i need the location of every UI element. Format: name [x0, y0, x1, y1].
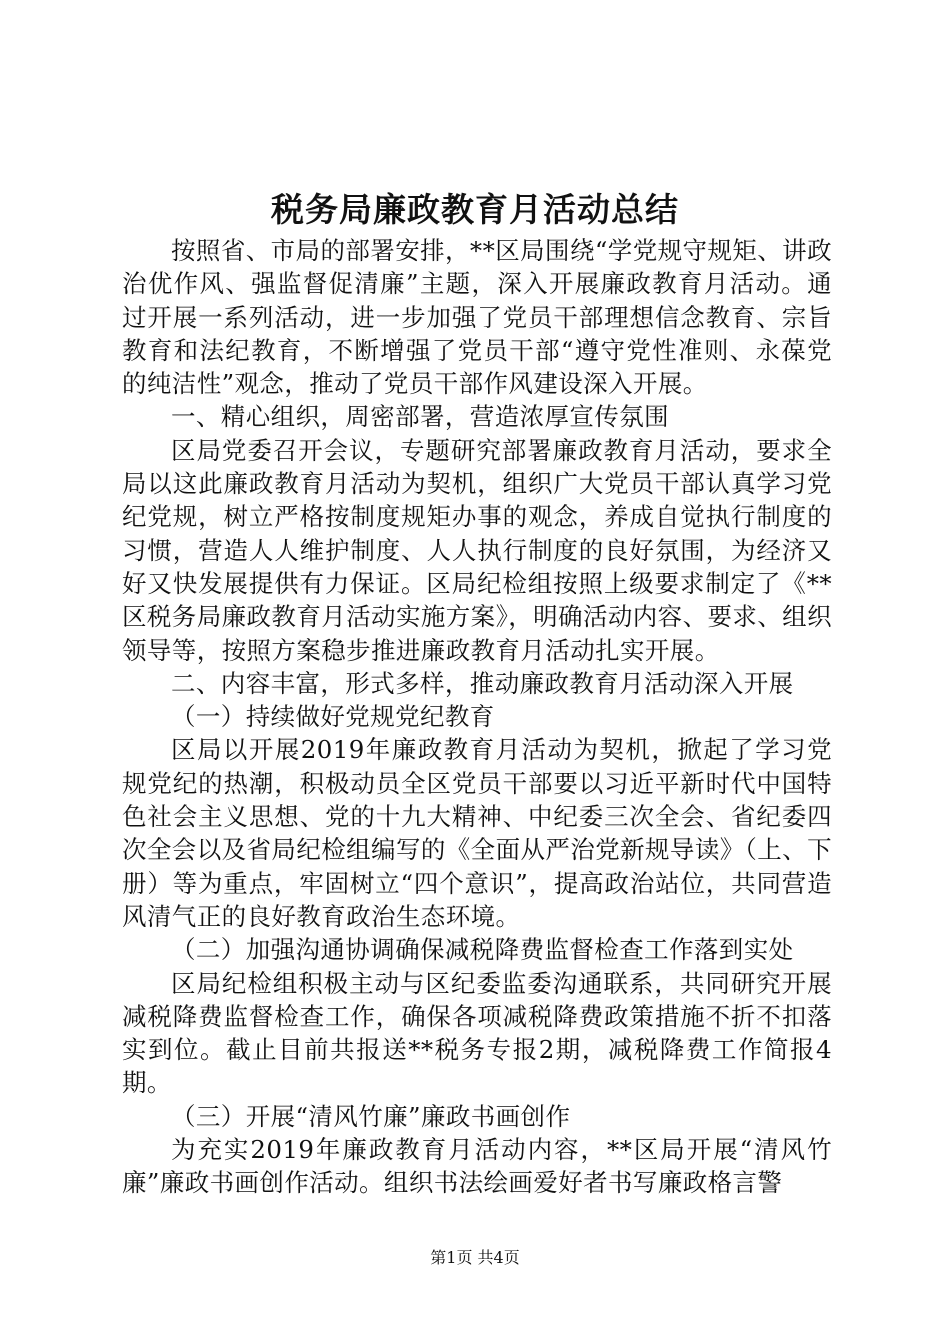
subsection-heading-2: （二）加强沟通协调确保减税降费监督检查工作落到实处 [171, 935, 794, 965]
section-heading-1: 一、精心组织，周密部署，营造浓厚宣传氛围 [171, 402, 669, 432]
subsection-2-paragraph: 区局纪检组积极主动与区纪委监委沟通联系，共同研究开展减税降费监督检查工作，确保各项减税降费政策措施不折不扣落实到位。截止目前共报送**税务专报2期，减税降费工作简报4期。 [122, 968, 832, 1098]
page-number-footer: 第1页 共4页 [430, 1248, 520, 1267]
subsection-1-paragraph: 区局以开展2019年廉政教育月活动为契机，掀起了学习党规党纪的热潮，积极动员全区党员干部要以习近平新时代中国特色社会主义思想、党的十九大精神、中纪委三次全会、省纪委四次全会以及省局纪检组编写的《全面从严治党新规导读》（上、下册）等为重点，牢固树立“四个意识”，提高政治站位，共同营造风清气正的良好教育政治生态环境。 [122, 735, 832, 931]
subsection-heading-3: （三）开展“清风竹廉”廉政书画创作 [171, 1101, 571, 1131]
document-title: 税务局廉政教育月活动总结 [271, 190, 679, 229]
intro-paragraph: 按照省、市局的部署安排，**区局围绕“学党规守规矩、讲政治优作风、强监督促清廉”主题，深入开展廉政教育月活动。通过开展一系列活动，进一步加强了党员干部理想信念教育、宗旨教育和法纪教育，不断增强了党员干部“遵守党性准则、永葆党的纯洁性”观念，推动了党员干部作风建设深入开展。 [122, 236, 832, 399]
subsection-heading-1: （一）持续做好党规党纪教育 [171, 702, 495, 732]
section-heading-2: 二、内容丰富，形式多样，推动廉政教育月活动深入开展 [171, 668, 794, 698]
subsection-3-paragraph: 为充实2019年廉政教育月活动内容，**区局开展“清风竹廉”廉政书画创作活动。组织书法绘画爱好者书写廉政格言警 [122, 1135, 832, 1198]
document-body [122, 234, 832, 1200]
section-1-paragraph: 区局党委召开会议，专题研究部署廉政教育月活动，要求全局以这此廉政教育月活动为契机，组织广大党员干部认真学习党纪党规，树立严格按制度规矩办事的观念，养成自觉执行制度的习惯，营造人人维护制度、人人执行制度的良好氛围，为经济又好又快发展提供有力保证。区局纪检组按照上级要求制定了《**区税务局廉政教育月活动实施方案》，明确活动内容、要求、组织领导等，按照方案稳步推进廉政教育月活动扎实开展。 [122, 435, 832, 665]
